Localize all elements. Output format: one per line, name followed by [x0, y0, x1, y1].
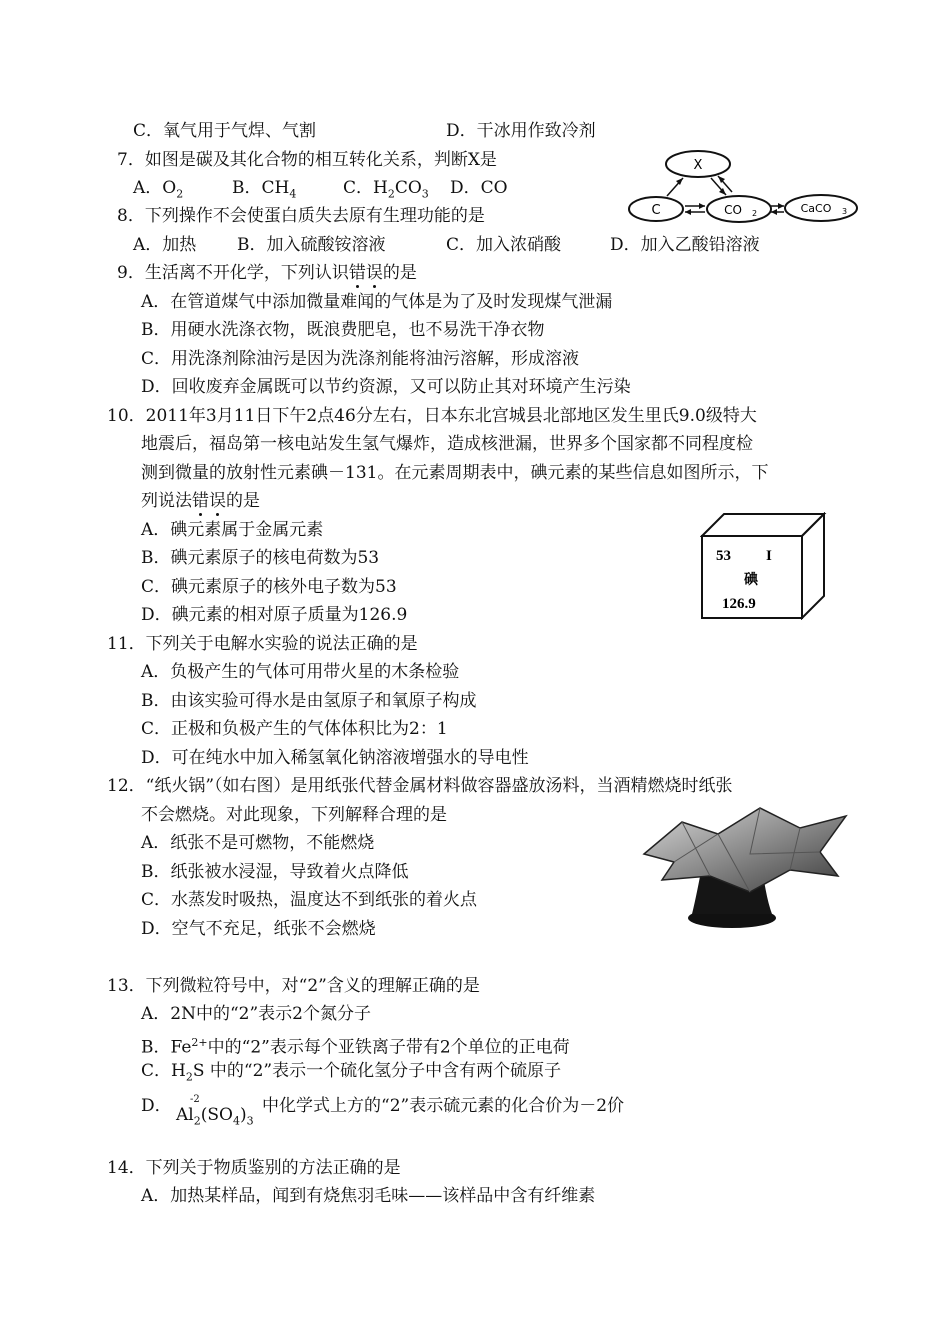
q13-option-b: B．$Fe^{2+}$中的“2”表示每个亚铁离子带有2个单位的正电荷 — [141, 1036, 570, 1058]
q10-option-b: B．碘元素原子的核电荷数为53 — [141, 548, 380, 568]
iodine-element-cube — [700, 512, 828, 620]
paper-hotpot-image — [640, 806, 850, 930]
q10-option-d: D．碘元素的相对原子质量为126.9 — [141, 605, 408, 625]
q7-option-c: C．$H_2CO_3$ — [343, 178, 429, 201]
q6-option-c: C．氧气用于气焊、气割 — [133, 121, 317, 141]
q9-option-b: B．用硬水洗涤衣物，既浪费肥皂，也不易洗干净衣物 — [141, 320, 545, 340]
node-x: X — [693, 158, 703, 173]
q10-line2: 地震后，福岛第一核电站发生氢气爆炸，造成核泄漏，世界多个国家都不同程度检 — [141, 434, 753, 454]
q10-option-c: C．碘元素原子的核外电子数为53 — [141, 577, 397, 597]
node-co2-sub: 2 — [752, 209, 758, 218]
q13-option-a: A．2N中的“2”表示2个氮分子 — [141, 1004, 371, 1024]
q12-line1: 12．“纸火锅”（如右图）是用纸张代替金属材料做容器盛放汤料，当酒精燃烧时纸张 — [107, 776, 733, 796]
carbon-cycle-diagram — [625, 148, 865, 232]
q7-option-d: D．CO — [450, 178, 508, 198]
q9-option-d: D．回收废弃金属既可以节约资源，又可以防止其对环境产生污染 — [141, 377, 631, 397]
q12-option-d: D．空气不充足，纸张不会燃烧 — [141, 919, 376, 939]
q13-option-c: C．$H_2S$ 中的“2”表示一个硫化氢分子中含有两个硫原子 — [141, 1061, 562, 1084]
q7-option-b: B．$CH_4$ — [232, 178, 297, 201]
q11-option-b: B．由该实验可得水是由氢原子和氧原子构成 — [141, 691, 477, 711]
node-caco3: CaCO — [800, 202, 832, 215]
q13-option-d-label: D． — [141, 1096, 172, 1116]
q14-stem: 14．下列关于物质鉴别的方法正确的是 — [107, 1158, 401, 1178]
q9-option-a: A．在管道煤气中添加微量难闻的气体是为了及时发现煤气泄漏 — [141, 292, 613, 312]
q6-option-d: D．干冰用作致冷剂 — [446, 121, 596, 141]
q8-option-d: D．加入乙酸铅溶液 — [610, 235, 760, 255]
q8-option-b: B．加入硫酸铵溶液 — [237, 235, 386, 255]
node-caco3-sub: 3 — [842, 207, 848, 216]
q11-option-d: D．可在纯水中加入稀氢氧化钠溶液增强水的导电性 — [141, 748, 529, 768]
q12-option-a: A．纸张不是可燃物，不能燃烧 — [141, 833, 375, 853]
q14-option-a: A．加热某样品，闻到有烧焦羽毛味——该样品中含有纤维素 — [141, 1186, 596, 1206]
node-c: C — [651, 203, 661, 218]
node-co2: CO — [724, 203, 742, 217]
q10-line4: 列说法错误的是 — [141, 491, 260, 511]
q11-option-a: A．负极产生的气体可用带火星的木条检验 — [141, 662, 460, 682]
q12-option-b: B．纸张被水浸湿，导致着火点降低 — [141, 862, 409, 882]
q13-option-d-text: 中化学式上方的“2”表示硫元素的化合价为－2价 — [262, 1096, 625, 1116]
q11-stem: 11．下列关于电解水实验的说法正确的是 — [107, 634, 418, 654]
element-number: 53 — [716, 548, 731, 564]
q8-stem: 8．下列操作不会使蛋白质失去原有生理功能的是 — [117, 206, 485, 226]
element-mass: 126.9 — [722, 596, 756, 612]
element-name: 碘 — [744, 572, 758, 588]
q9-stem: 9．生活离不开化学，下列认识错误的是 — [117, 263, 417, 283]
element-symbol: I — [766, 548, 772, 564]
q8-option-a: A．加热 — [133, 235, 197, 255]
q8-option-c: C．加入浓硝酸 — [446, 235, 562, 255]
q11-option-c: C．正极和负极产生的气体体积比为2：1 — [141, 719, 448, 739]
q10-line1: 10．2011年3月11日下午2点46分左右，日本东北宫城县北部地区发生里氏9.0级特大 — [107, 406, 757, 426]
q10-option-a: A．碘元素属于金属元素 — [141, 520, 324, 540]
q10-line3: 测到微量的放射性元素碘－131。在元素周期表中，碘元素的某些信息如图所示，下 — [141, 463, 769, 483]
q12-option-c: C．水蒸发时吸热，温度达不到纸张的着火点 — [141, 890, 478, 910]
q7-stem: 7．如图是碳及其化合物的相互转化关系，判断X是 — [117, 150, 497, 170]
aluminium-sulfate-formula: $Al_2(SO_4)_3$ — [176, 1105, 254, 1128]
q13-stem: 13．下列微粒符号中，对“2”含义的理解正确的是 — [107, 976, 480, 996]
q7-option-a: A．$O_2$ — [133, 178, 184, 201]
q9-option-c: C．用洗涤剂除油污是因为洗涤剂能将油污溶解，形成溶液 — [141, 349, 580, 369]
sulfur-valence-mark: -2 — [190, 1094, 200, 1105]
q12-line2: 不会燃烧。对此现象，下列解释合理的是 — [141, 805, 447, 825]
